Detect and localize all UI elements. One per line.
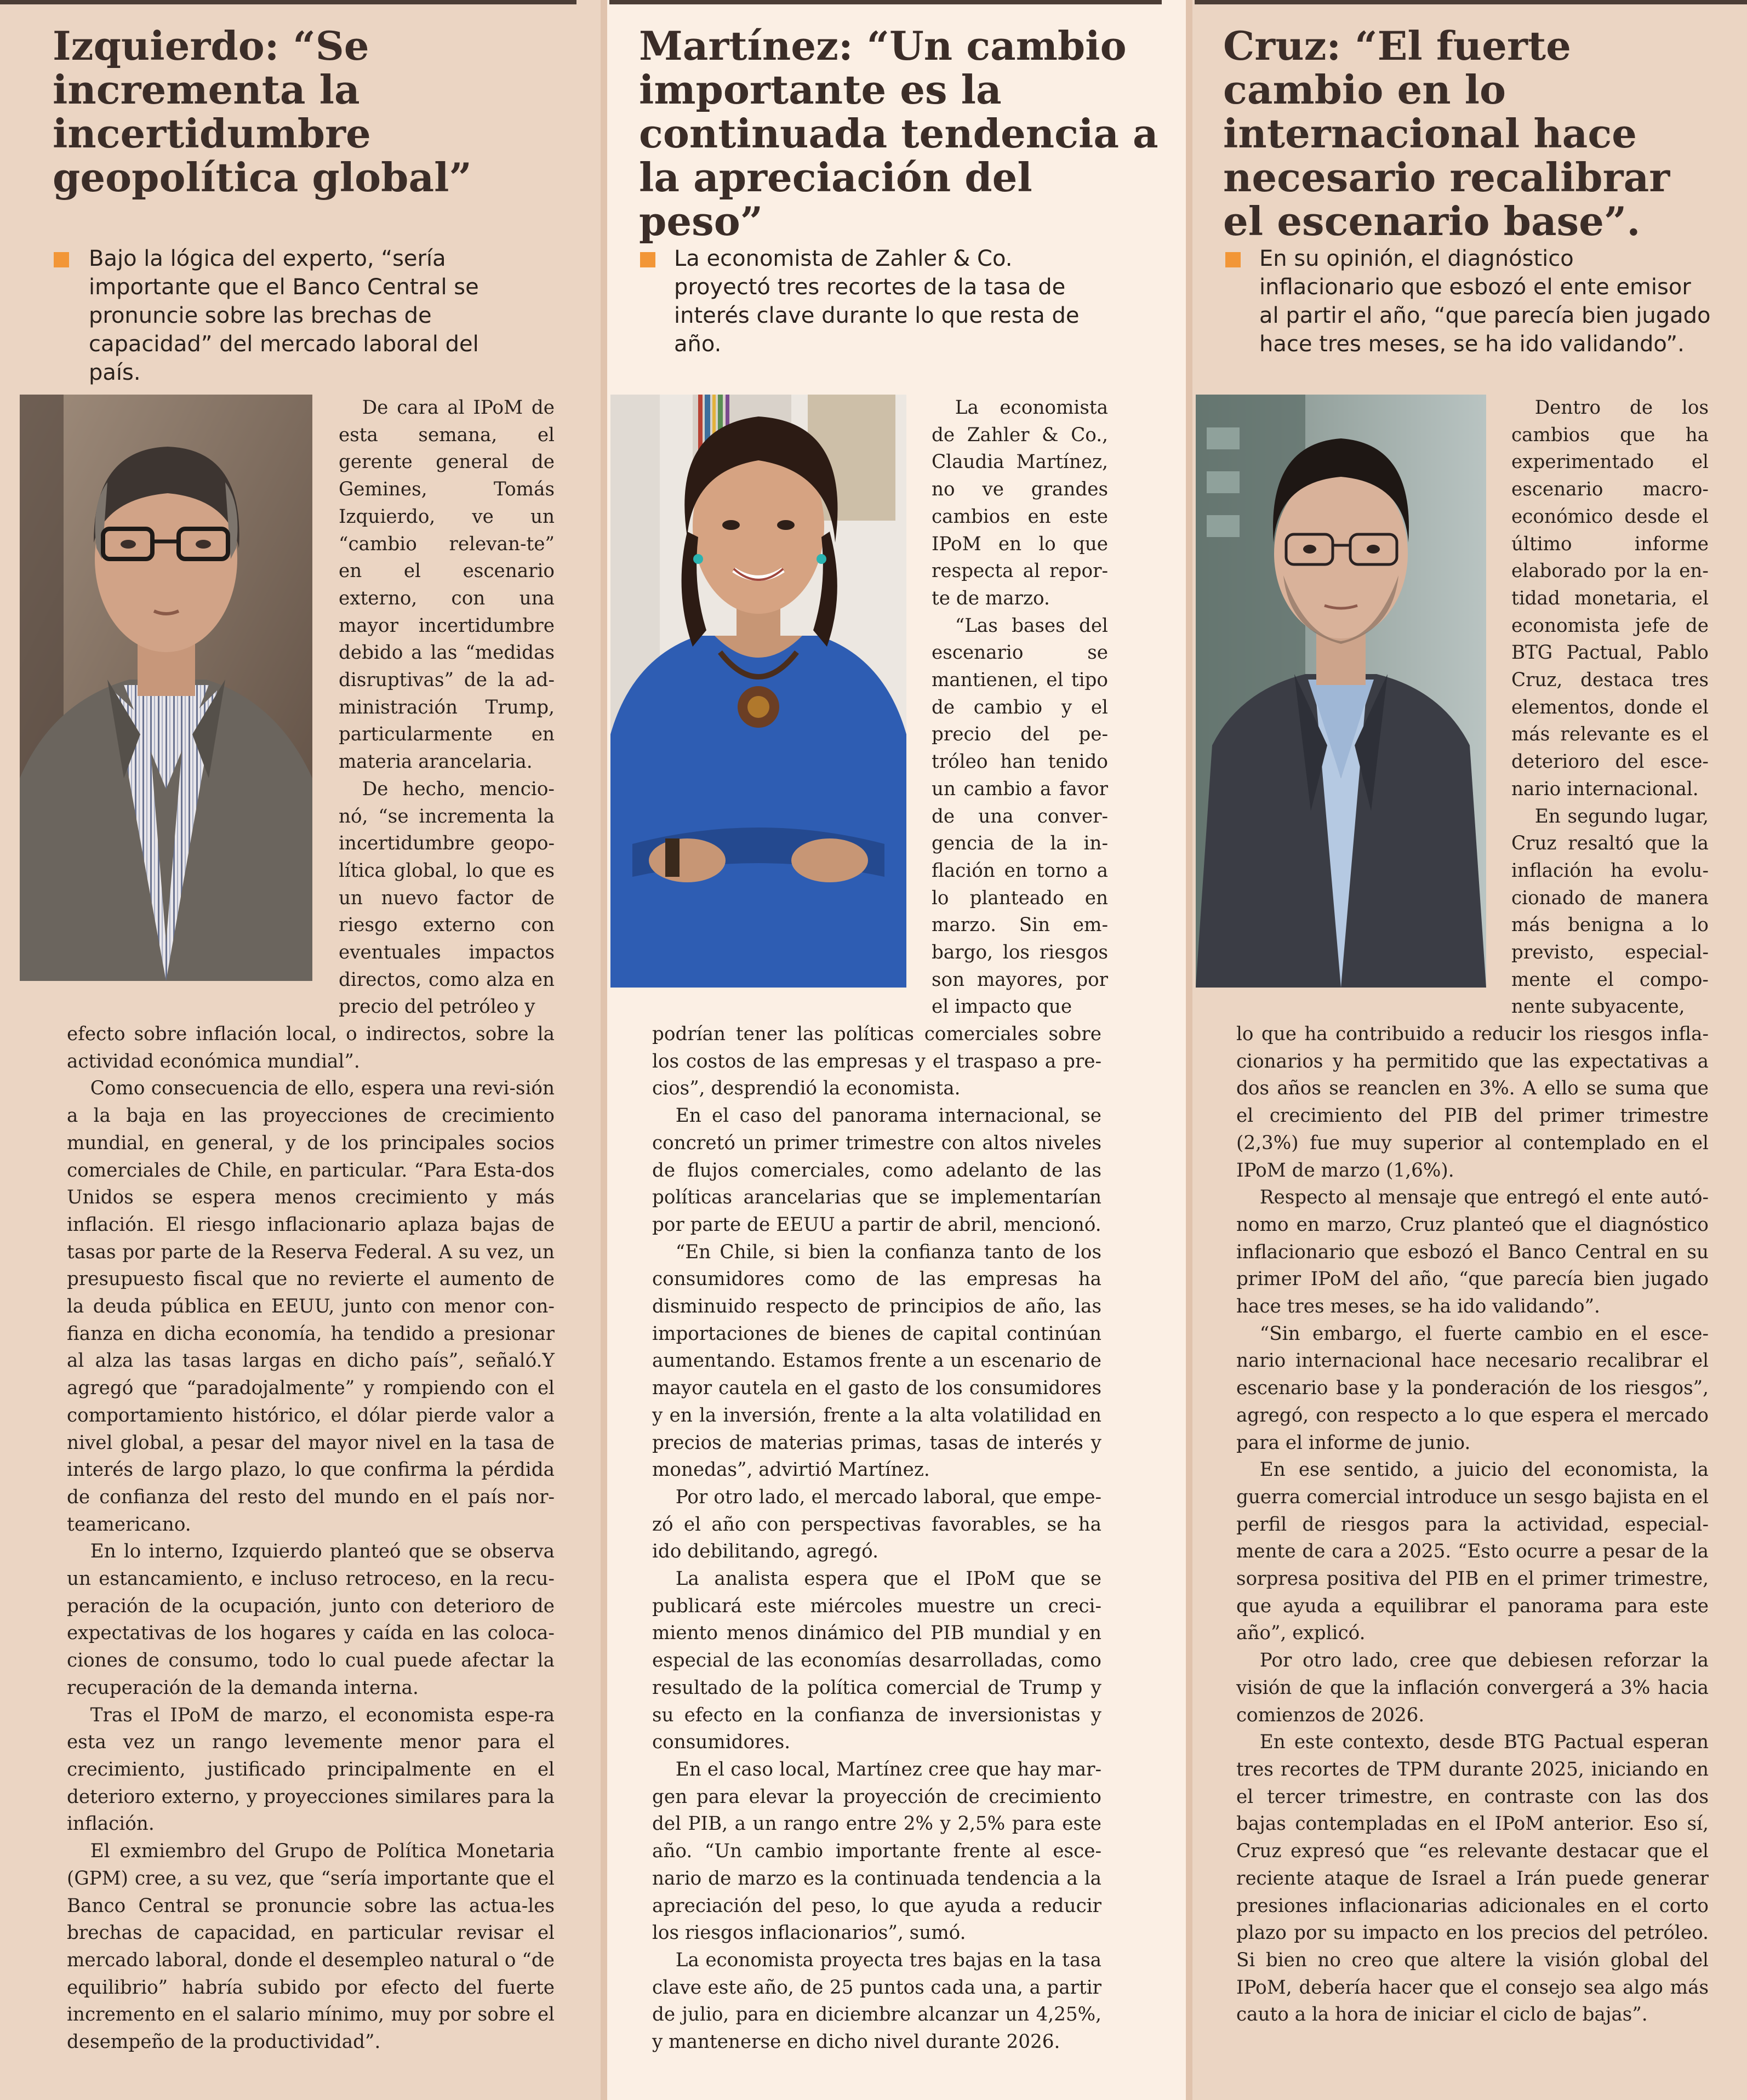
article-side-text [1511, 395, 1709, 1021]
body-paragraph: La economista de Zahler & Co., Claudia Martínez, no ve grandes cambios en este IPoM en lo que respecta al repor-te de marzo. [932, 397, 1108, 609]
body-paragraph: En este contexto, desde BTG Pactual esperan tres recortes de TPM durante 2025, iniciando en el tercer trimestre, en contraste con las dos bajas contempladas en el IPoM anterior. Eso sí, Cruz expresó que “es relevante destacar que el reciente ataque de Israel a Irán puede generar presiones inflacionarias adicionales en el corto plazo por su impacto en los precios del petróleo. Si bien no creo que altere la visión global del IPoM, debería hacer que el consejo sea algo más cauto a la hora de iniciar el ciclo de bajas”. [1236, 1731, 1709, 2026]
top-rule [609, 0, 1162, 4]
body-paragraph: Dentro de los cambios que ha experimentado el escenario macro-económico desde el último informe elaborado por la en-tidad monetaria, el economista jefe de BTG Pactual, Pablo Cruz, destaca tres elementos, donde el más relevante es el deterioro del esce-nario internacional. [1511, 397, 1709, 800]
portrait-martinez [610, 395, 906, 988]
column-divider [1186, 0, 1192, 2100]
body-paragraph: “Las bases del escenario se mantienen, el tipo de cambio y el precio del pe-tróleo han tenido un cambio a favor de una conver-gencia de la in-flación en torno a lo planteado en marzo. Sin em-bargo, los riesgos son mayores, por el impacto que [932, 614, 1108, 1018]
body-paragraph: El exmiembro del Grupo de Política Monetaria (GPM) cree, a su vez, que “sería importante que el Banco Central se pronuncie sobre las actua-les brechas de capacidad, en particular revisar el mercado laboral, donde el desempleo natural o “de equilibrio” habría subido por efecto del fuerte incremento en el salario mínimo, muy por sobre el desempeño de la productividad”. [67, 1840, 555, 2053]
article-body [67, 1021, 555, 2056]
body-paragraph: Por otro lado, el mercado laboral, que empe-zó el año con perspectivas favorables, se ha ido debilitando, agregó. [652, 1486, 1101, 1563]
body-paragraph: efecto sobre inflación local, o indirectos, sobre la actividad económica mundial”. [67, 1023, 555, 1072]
body-paragraph: “En Chile, si bien la confianza tanto de los consumidores como de las empresas ha disminuido respecto de principios de año, las importaciones de bienes de capital continúan aumentando. Estamos frente a un escenario de mayor cautela en el gasto de los consumidores y en la inversión, frente a la alta volatilidad en precios de materias primas, tasas de interés y monedas”, advirtió Martínez. [652, 1241, 1101, 1481]
body-paragraph: De cara al IPoM de esta semana, el gerente general de Gemines, Tomás Izquierdo, ve un “cambio relevan-te” en el escenario externo, con una mayor incertidumbre debido a las “medidas disruptivas” de la ad-ministración Trump, particularmente en materia arancelaria. [339, 397, 555, 773]
body-paragraph: Como consecuencia de ello, espera una revi-sión a la baja en las proyecciones de crecimiento mundial, en general, y de los principales socios comerciales de Chile, en particular. “Para Esta-dos Unidos se espera menos crecimiento y más inflación. El riesgo inflacionario aplaza bajas de tasas por parte de la Reserva Federal. A su vez, un presupuesto fiscal que no revierte el aumento de la deuda pública en EEUU, junto con menor con-fianza en dicha economía, ha tendido a presionar al alza las tasas largas en dicho país”, señaló.Y agregó que “paradojalmente” y rompiendo con el comportamiento histórico, el dólar pierde valor a nivel global, a pesar del mayor nivel en la tasa de interés de largo plazo, lo que confirma la pérdida de confianza del resto del mundo en el país nor-teamericano. [67, 1077, 555, 1536]
body-paragraph: La economista proyecta tres bajas en la tasa clave este año, de 25 puntos cada una, a partir de julio, para en diciembre alcanzar un 4,25%, y mantenerse en dicho nivel durante 2026. [652, 1949, 1101, 2053]
lead-paragraph: En su opinión, el diagnóstico inflacionario que esbozó el ente emisor al partir el año, “que parecía bien jugado hace tres meses, se ha ido validando”. [1259, 246, 1711, 357]
body-paragraph: En el caso local, Martínez cree que hay mar-gen para elevar la proyección de crecimiento del PIB, a un rango entre 2% y 2,5% para este año. “Un cambio importante frente al esce-nario de marzo es la continuada tendencia a la apreciación del peso, lo que ayuda a reducir los riesgos inflacionarios”, sumó. [652, 1758, 1101, 1944]
bullet-square-icon [1225, 252, 1241, 267]
headline: Martínez: “Un cambio importante es la continuada tendencia a la apreciación del peso” [639, 22, 1158, 244]
article-side-text [932, 395, 1108, 1021]
body-paragraph: lo que ha contribuido a reducir los riesgos infla-cionarios y ha permitido que las expectativas a dos años se reanclen en 3%. A ello se suma que el crecimiento del PIB del primer trimestre (2,3%) fue muy superior al contemplado en el IPoM de marzo (1,6%). [1236, 1023, 1709, 1182]
lead-paragraph: Bajo la lógica del experto, “sería importante que el Banco Central se pronuncie sobre las brechas de capacidad” del mercado laboral del país. [89, 246, 479, 385]
portrait-izquierdo [20, 395, 312, 981]
body-paragraph: En ese sentido, a juicio del economista, la guerra comercial introduce un sesgo bajista en el perfil de riesgos para la actividad, especial-mente de cara a 2025. “Esto ocurre a pesar de la sorpresa positiva del PIB en el primer trimestre, que ayuda a equilibrar el panorama para este año”, explicó. [1236, 1459, 1709, 1645]
portrait-photo [1196, 395, 1486, 988]
portrait-cruz [1196, 395, 1486, 988]
lead-paragraph: La economista de Zahler & Co. proyectó tres recortes de la tasa de interés clave durante lo que resta de año. [674, 246, 1080, 357]
body-paragraph: En lo interno, Izquierdo planteó que se observa un estancamiento, e incluso retroceso, en la recu-peración de la ocupación, junto con deterioro de expectativas de los hogares y caída en las coloca-ciones de consumo, todo lo cual puede afectar la recuperación de la demanda interna. [67, 1540, 555, 1699]
body-paragraph: “Sin embargo, el fuerte cambio en el esce-nario internacional hace necesario recalibrar el escenario base y la ponderación de los riesgos”, agregó, con respecto a lo que espera el mercado para el informe de junio. [1236, 1322, 1709, 1454]
body-paragraph: La analista espera que el IPoM que se publicará este miércoles muestre un creci-miento menos dinámico del PIB mundial y en especial de las economías desarrolladas, como resultado de la política comercial de Trump y su efecto en la confianza de inversionistas y consumidores. [652, 1568, 1101, 1754]
article-body [1236, 1021, 1709, 2029]
column-divider [601, 0, 607, 2100]
headline: Izquierdo: “Se incrementa la incertidumbre geopolítica global” [53, 22, 472, 201]
body-paragraph: Por otro lado, cree que debiesen reforzar la visión de que la inflación convergerá a 3% hacia comienzos de 2026. [1236, 1650, 1709, 1726]
headline: Cruz: “El fuerte cambio en lo internacional hace necesario recalibrar el escenario base”. [1223, 22, 1670, 244]
body-paragraph: Respecto al mensaje que entregó el ente autó-nomo en marzo, Cruz planteó que el diagnóstico inflacionario que esbozó el Banco Central en su primer IPoM del año, “que parecía bien jugado hace tres meses, se ha ido validando”. [1236, 1186, 1709, 1318]
article-body [652, 1021, 1101, 2056]
body-paragraph: En el caso del panorama internacional, se concretó un primer trimestre con altos niveles de flujos comerciales, como adelanto de las políticas arancelarias que se implementarían por parte de EEUU a partir de abril, mencionó. [652, 1105, 1101, 1236]
body-paragraph: De hecho, mencio-nó, “se incrementa la incertidumbre geopo-lítica global, lo que es un nuevo factor de riesgo externo con eventuales impactos directos, como alza en precio del petróleo y [339, 778, 555, 1018]
portrait-photo [610, 395, 906, 988]
article-side-text [339, 395, 555, 1021]
body-paragraph: En segundo lugar, Cruz resaltó que la inflación ha evolu-cionado de manera más benigna a lo previsto, especial-mente el compo-nente subyacente, [1511, 805, 1709, 1018]
top-rule [1195, 0, 1747, 4]
bullet-square-icon [54, 252, 69, 267]
body-paragraph: podrían tener las políticas comerciales sobre los costos de las empresas y el traspaso a pre-cios”, desprendió la economista. [652, 1023, 1101, 1100]
top-rule [0, 0, 576, 4]
portrait-photo [20, 395, 312, 981]
body-paragraph: Tras el IPoM de marzo, el economista espe-ra esta vez un rango levemente menor para el crecimiento, justificado principalmente en el deterioro externo, y proyecciones similares para la inflación. [67, 1704, 555, 1835]
bullet-square-icon [640, 252, 655, 267]
